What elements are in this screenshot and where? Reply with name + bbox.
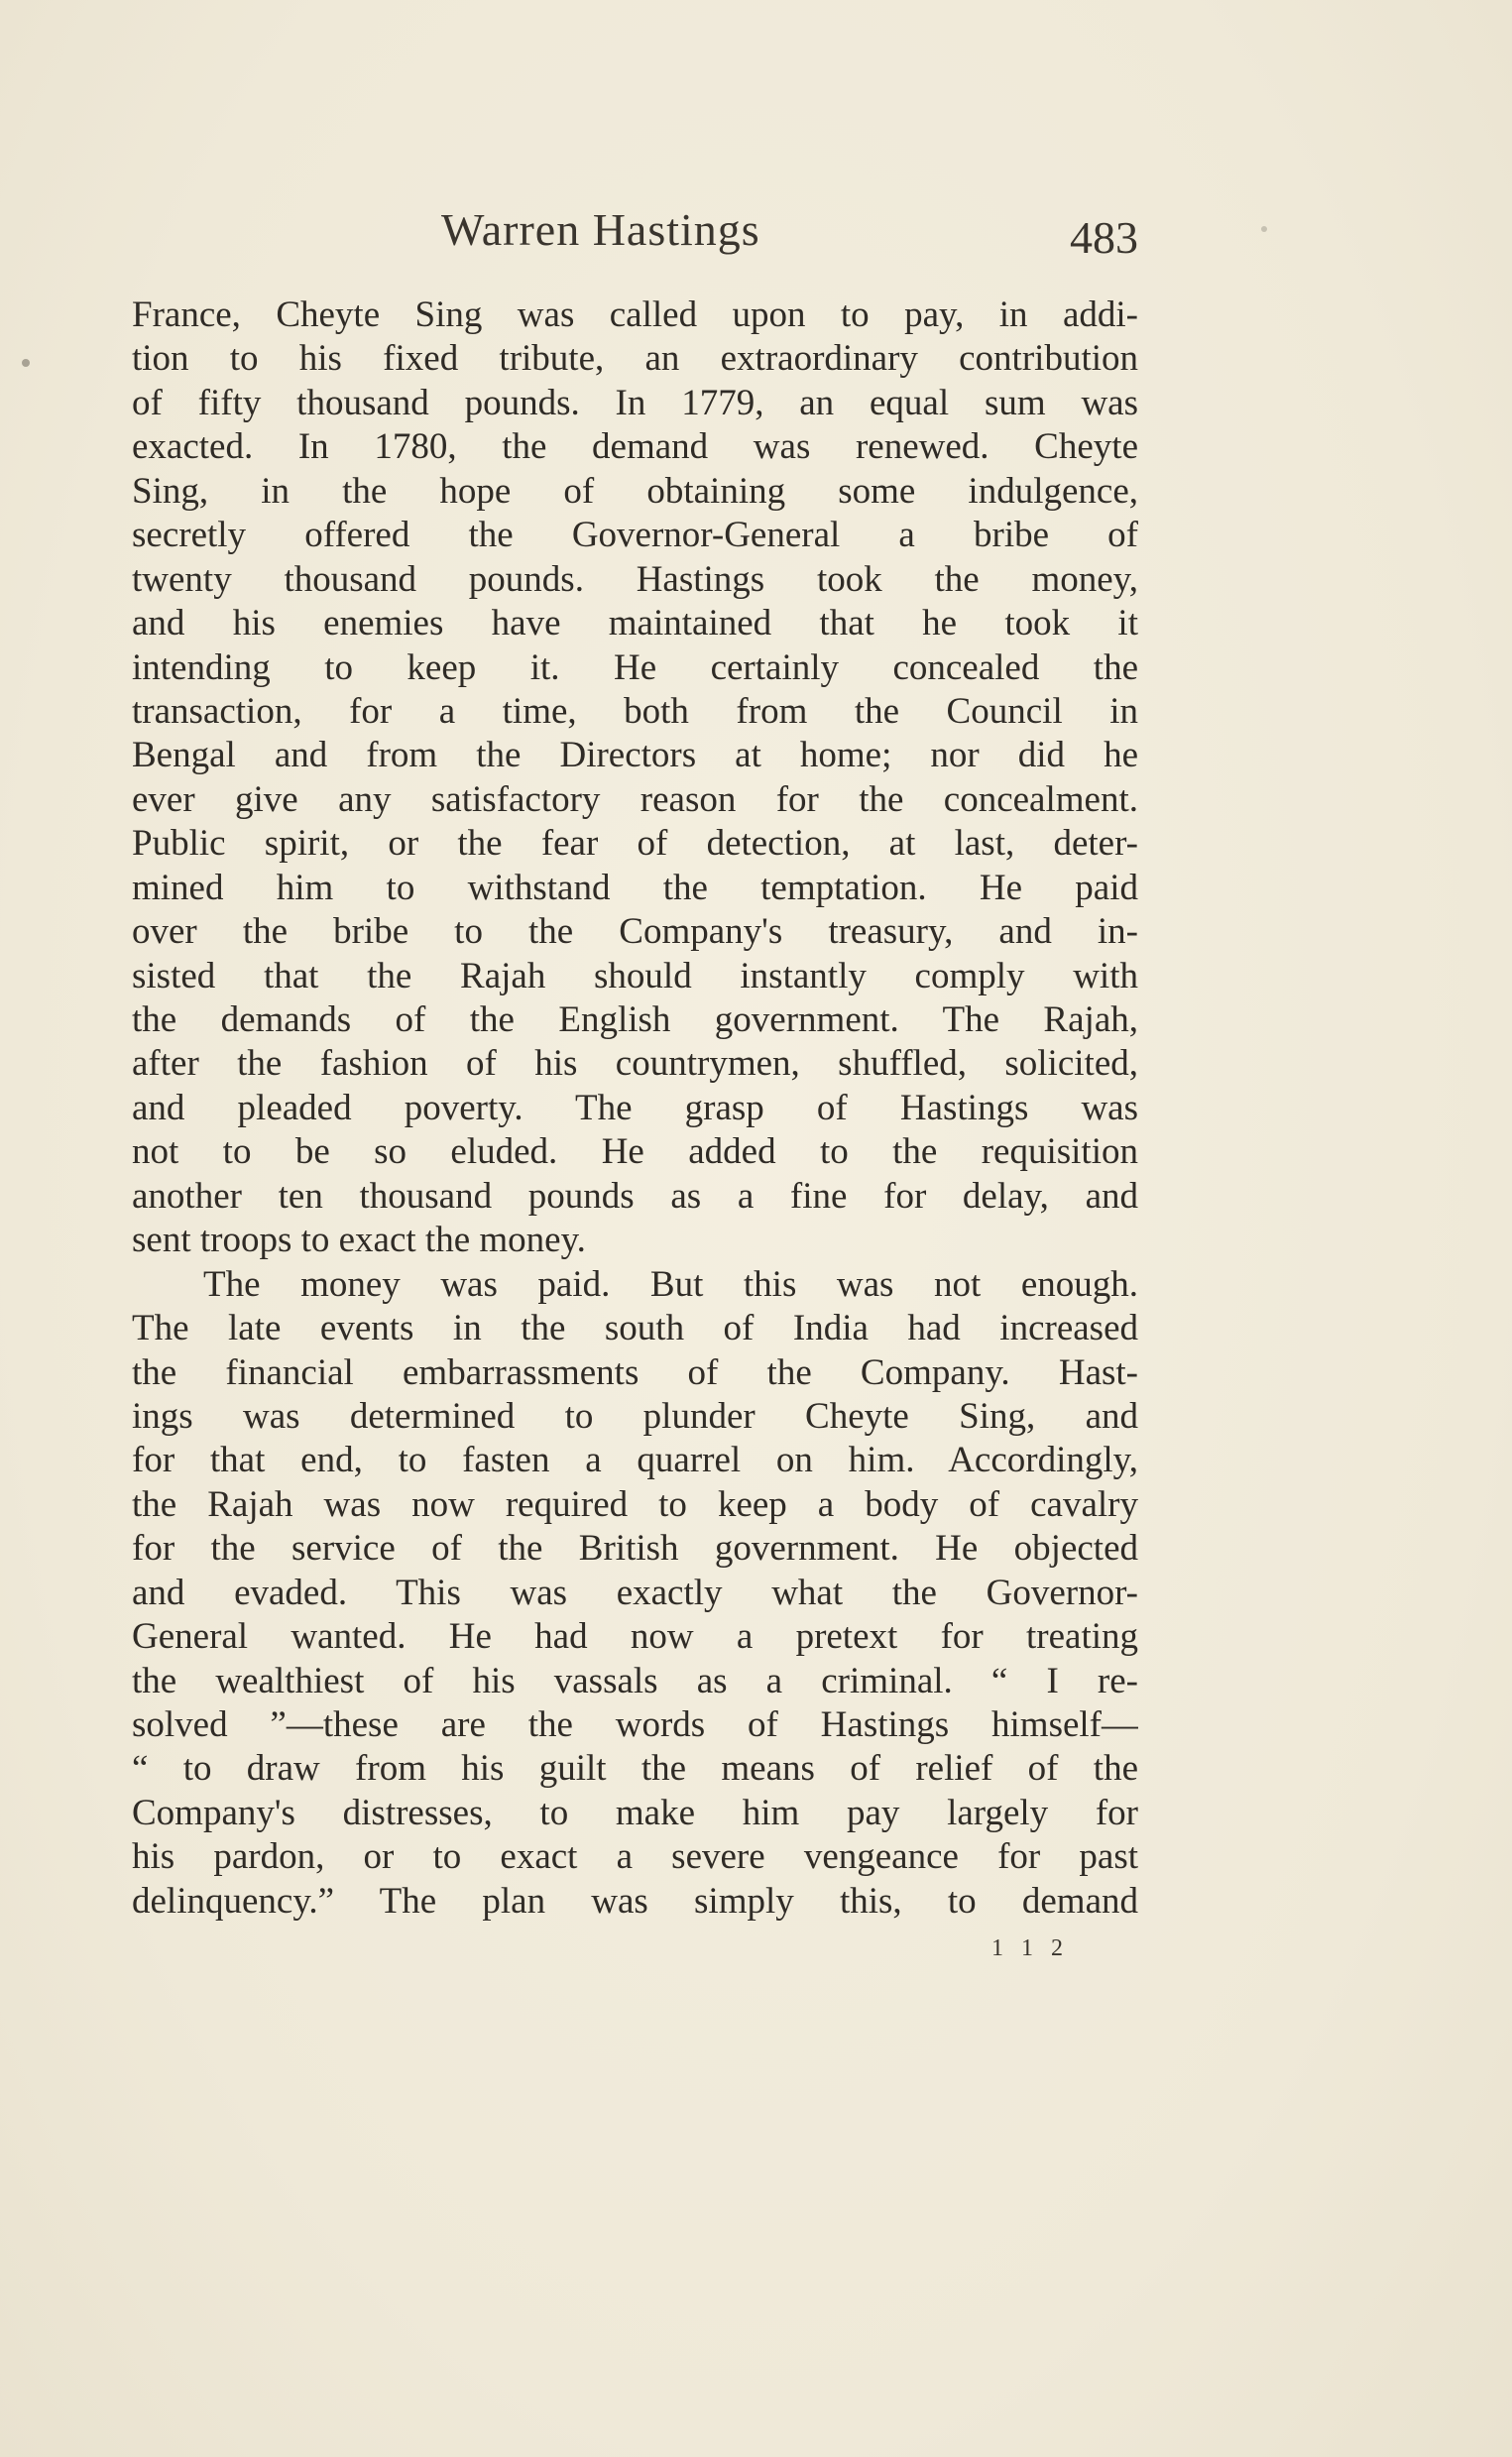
running-title: Warren Hastings [441, 204, 760, 255]
paragraph-1 [132, 293, 1138, 1263]
text-line: the financial embarrassments of the Company. Hast- [132, 1351, 1138, 1393]
text-line: “ to draw from his guilt the means of relief of the [132, 1748, 1138, 1790]
paper-speck [22, 359, 30, 367]
text-line: tion to his fixed tribute, an extraordinary contribution [132, 338, 1138, 380]
text-line: Public spirit, or the fear of detection, at last, deter- [132, 823, 1138, 865]
text-line: not to be so eluded. He added to the requisition [132, 1131, 1138, 1173]
text-line: solved ”—these are the words of Hastings himself— [132, 1704, 1138, 1745]
text-line: France, Cheyte Sing was called upon to pay, in addi- [132, 294, 1138, 335]
paragraph-2 [132, 1263, 1138, 1925]
text-line: of fifty thousand pounds. In 1779, an equal sum was [132, 382, 1138, 423]
text-line: The money was paid. But this was not enough. [203, 1263, 1138, 1305]
text-line: exacted. In 1780, the demand was renewed. Cheyte [132, 426, 1138, 468]
text-line: sisted that the Rajah should instantly comply with [132, 955, 1138, 996]
text-line: and his enemies have maintained that he took it [132, 603, 1138, 644]
text-line: ings was determined to plunder Cheyte Sing, and [132, 1395, 1138, 1437]
text-line: for that end, to fasten a quarrel on him. Accordingly, [132, 1440, 1138, 1481]
text-line: Sing, in the hope of obtaining some indulgence, [132, 470, 1138, 512]
signature-mark: 1 1 2 [991, 1935, 1069, 1961]
text-line: the Rajah was now required to keep a body of cavalry [132, 1483, 1138, 1525]
text-line: Company's distresses, to make him pay largely for [132, 1792, 1138, 1833]
text-line: the wealthiest of his vassals as a criminal. “ I re- [132, 1660, 1138, 1701]
paper-speck [1261, 226, 1267, 232]
running-head [132, 203, 1138, 273]
text-line: twenty thousand pounds. Hastings took the money, [132, 558, 1138, 600]
text-line: over the bribe to the Company's treasury, and in- [132, 911, 1138, 953]
text-line: the demands of the English government. The Rajah, [132, 999, 1138, 1040]
text-line: after the fashion of his countrymen, shuffled, solicited, [132, 1043, 1138, 1085]
text-line: and evaded. This was exactly what the Governor- [132, 1572, 1138, 1613]
text-line: General wanted. He had now a pretext for treating [132, 1616, 1138, 1658]
text-line: secretly offered the Governor-General a bribe of [132, 515, 1138, 556]
text-line: The late events in the south of India had increased [132, 1308, 1138, 1349]
text-line: mined him to withstand the temptation. He paid [132, 867, 1138, 908]
text-line: for the service of the British government. He objected [132, 1528, 1138, 1570]
text-line: and pleaded poverty. The grasp of Hastings was [132, 1087, 1138, 1128]
body-text [132, 293, 1138, 1924]
text-line: sent troops to exact the money. [132, 1220, 586, 1261]
text-line: ever give any satisfactory reason for the concealment. [132, 778, 1138, 820]
text-line: Bengal and from the Directors at home; nor did he [132, 735, 1138, 776]
page-number: 483 [1070, 212, 1138, 263]
text-line: delinquency.” The plan was simply this, to demand [132, 1880, 1138, 1922]
text-line: another ten thousand pounds as a fine for delay, and [132, 1175, 1138, 1217]
text-line: transaction, for a time, both from the Council in [132, 690, 1138, 732]
text-line: intending to keep it. He certainly concealed the [132, 646, 1138, 688]
text-line: his pardon, or to exact a severe vengeance for past [132, 1836, 1138, 1878]
